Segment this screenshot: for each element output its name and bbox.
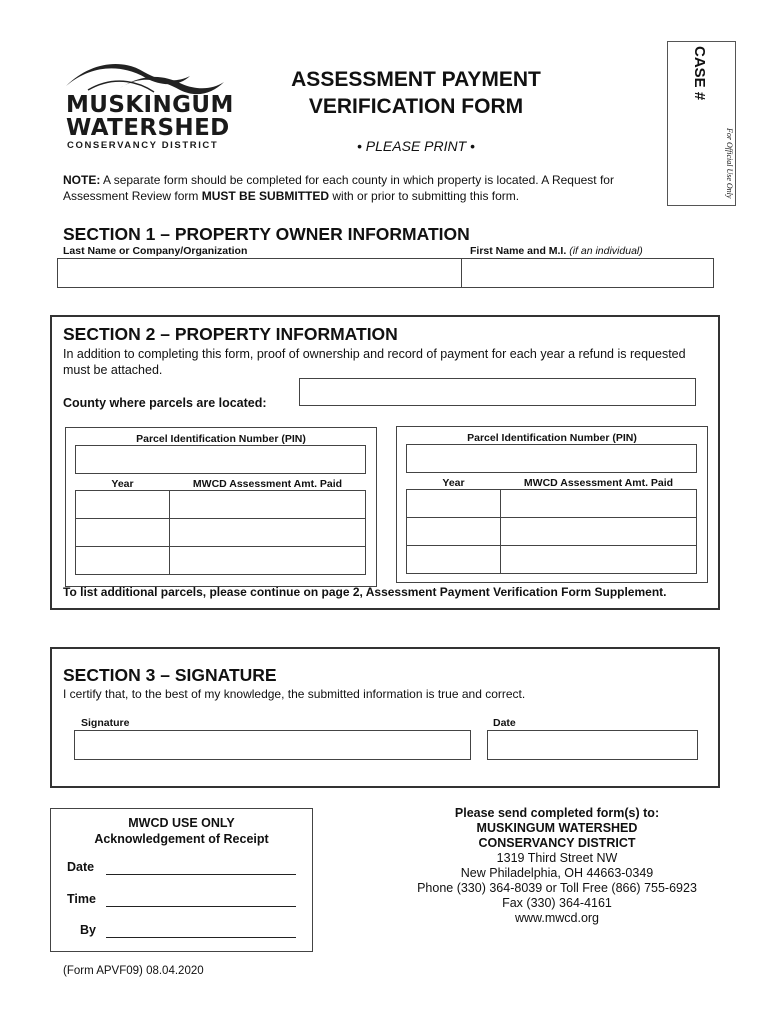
note-text1: A separate form should be completed for each county in which property is located. A Request for Assessment Review form: [63, 173, 614, 203]
mwcd-use-title: [50, 815, 313, 847]
county-label: County where parcels are located:: [63, 396, 267, 410]
parcel2-pin-label: Parcel Identification Number (PIN): [467, 432, 637, 444]
section2-title: SECTION 2 – PROPERTY INFORMATION: [63, 324, 398, 344]
form-title-line2: VERIFICATION FORM: [308, 95, 524, 118]
signature-field[interactable]: [74, 730, 471, 760]
mail-line8: www.mwcd.org: [514, 911, 600, 925]
form-id: (Form APVF09) 08.04.2020: [63, 965, 204, 977]
parcel1-amount-row2[interactable]: [169, 518, 366, 547]
first-name-label: [470, 245, 643, 257]
parcel1-year-row3[interactable]: [75, 546, 170, 575]
logo-line-muskingum: MUSKINGUM: [66, 92, 234, 118]
parcel1-year-header: Year: [111, 478, 134, 490]
case-number-label: CASE #: [691, 46, 708, 101]
date-label: Date: [493, 717, 516, 729]
parcel2-amount-row3[interactable]: [500, 545, 697, 574]
parcel1-pin-label: Parcel Identification Number (PIN): [136, 433, 306, 445]
mwcd-by-label: By: [80, 923, 96, 937]
signature-date-field[interactable]: [487, 730, 698, 760]
please-print-note: • PLEASE PRINT •: [357, 138, 475, 154]
official-use-label: For Official Use Only: [725, 128, 734, 199]
last-name-field[interactable]: [57, 258, 462, 288]
certify-statement: I certify that, to the best of my knowledge, the submitted information is true and correct.: [63, 687, 526, 701]
mwcd-date-label: Date: [67, 860, 95, 874]
mail-line4: 1319 Third Street NW: [496, 851, 618, 865]
form-title: [268, 66, 564, 120]
parcel2-year-row2[interactable]: [406, 517, 501, 546]
mwcd-use-title-line2: Acknowledgement of Receipt: [94, 832, 269, 846]
county-field[interactable]: [299, 378, 696, 406]
parcel2-year-row3[interactable]: [406, 545, 501, 574]
mwcd-time-line[interactable]: [106, 905, 296, 907]
mwcd-time-label: Time: [67, 892, 96, 906]
parcel2-amount-row2[interactable]: [500, 517, 697, 546]
additional-parcels-note: To list additional parcels, please continue on page 2, Assessment Payment Verification Form Supplement.: [63, 585, 667, 599]
form-title-line1: ASSESSMENT PAYMENT: [291, 68, 541, 91]
mail-line5: New Philadelphia, OH 44663-0349: [460, 866, 654, 880]
parcel1-year-row1[interactable]: [75, 490, 170, 519]
mwcd-use-title-line1: MWCD USE ONLY: [128, 816, 235, 830]
section2-instructions: In addition to completing this form, proof of ownership and record of payment for each year a refund is requested must be attached.: [63, 347, 686, 377]
parcel1-amount-row1[interactable]: [169, 490, 366, 519]
mwcd-by-line[interactable]: [106, 936, 296, 938]
mwcd-date-line[interactable]: [106, 873, 296, 875]
parcel2-amount-row1[interactable]: [500, 489, 697, 518]
section1-title: SECTION 1 – PROPERTY OWNER INFORMATION: [63, 224, 470, 244]
first-name-label-text: First Name and M.I.: [470, 245, 567, 257]
last-name-label: Last Name or Company/Organization: [63, 245, 248, 257]
signature-label: Signature: [81, 717, 130, 729]
mailing-address-block: [392, 806, 722, 926]
mail-line6: Phone (330) 364-8039 or Toll Free (866) 755-6923: [417, 881, 697, 895]
mail-line2: MUSKINGUM WATERSHED: [476, 821, 638, 835]
note-text2: with or prior to submitting this form.: [329, 189, 520, 203]
parcel1-year-row2[interactable]: [75, 518, 170, 547]
first-name-field[interactable]: [461, 258, 714, 288]
section3-title: SECTION 3 – SIGNATURE: [63, 665, 277, 685]
note-prefix: NOTE:: [63, 173, 101, 187]
note-paragraph: [63, 172, 653, 204]
note-emphasis: MUST BE SUBMITTED: [201, 189, 330, 203]
parcel2-amount-header: MWCD Assessment Amt. Paid: [523, 477, 674, 489]
first-name-hint: (if an individual): [569, 245, 643, 257]
parcel2-year-row1[interactable]: [406, 489, 501, 518]
parcel2-year-header: Year: [442, 477, 465, 489]
parcel2-pin-field[interactable]: [406, 444, 697, 473]
parcel1-amount-row3[interactable]: [169, 546, 366, 575]
logo-line-watershed: WATERSHED: [66, 115, 230, 141]
parcel1-pin-field[interactable]: [75, 445, 366, 474]
mail-line3: CONSERVANCY DISTRICT: [478, 836, 636, 850]
mail-line1: Please send completed form(s) to:: [454, 806, 660, 820]
mail-line7: Fax (330) 364-4161: [502, 896, 612, 910]
parcel1-amount-header: MWCD Assessment Amt. Paid: [192, 478, 343, 490]
logo-line-conservancy: CONSERVANCY DISTRICT: [67, 140, 219, 151]
